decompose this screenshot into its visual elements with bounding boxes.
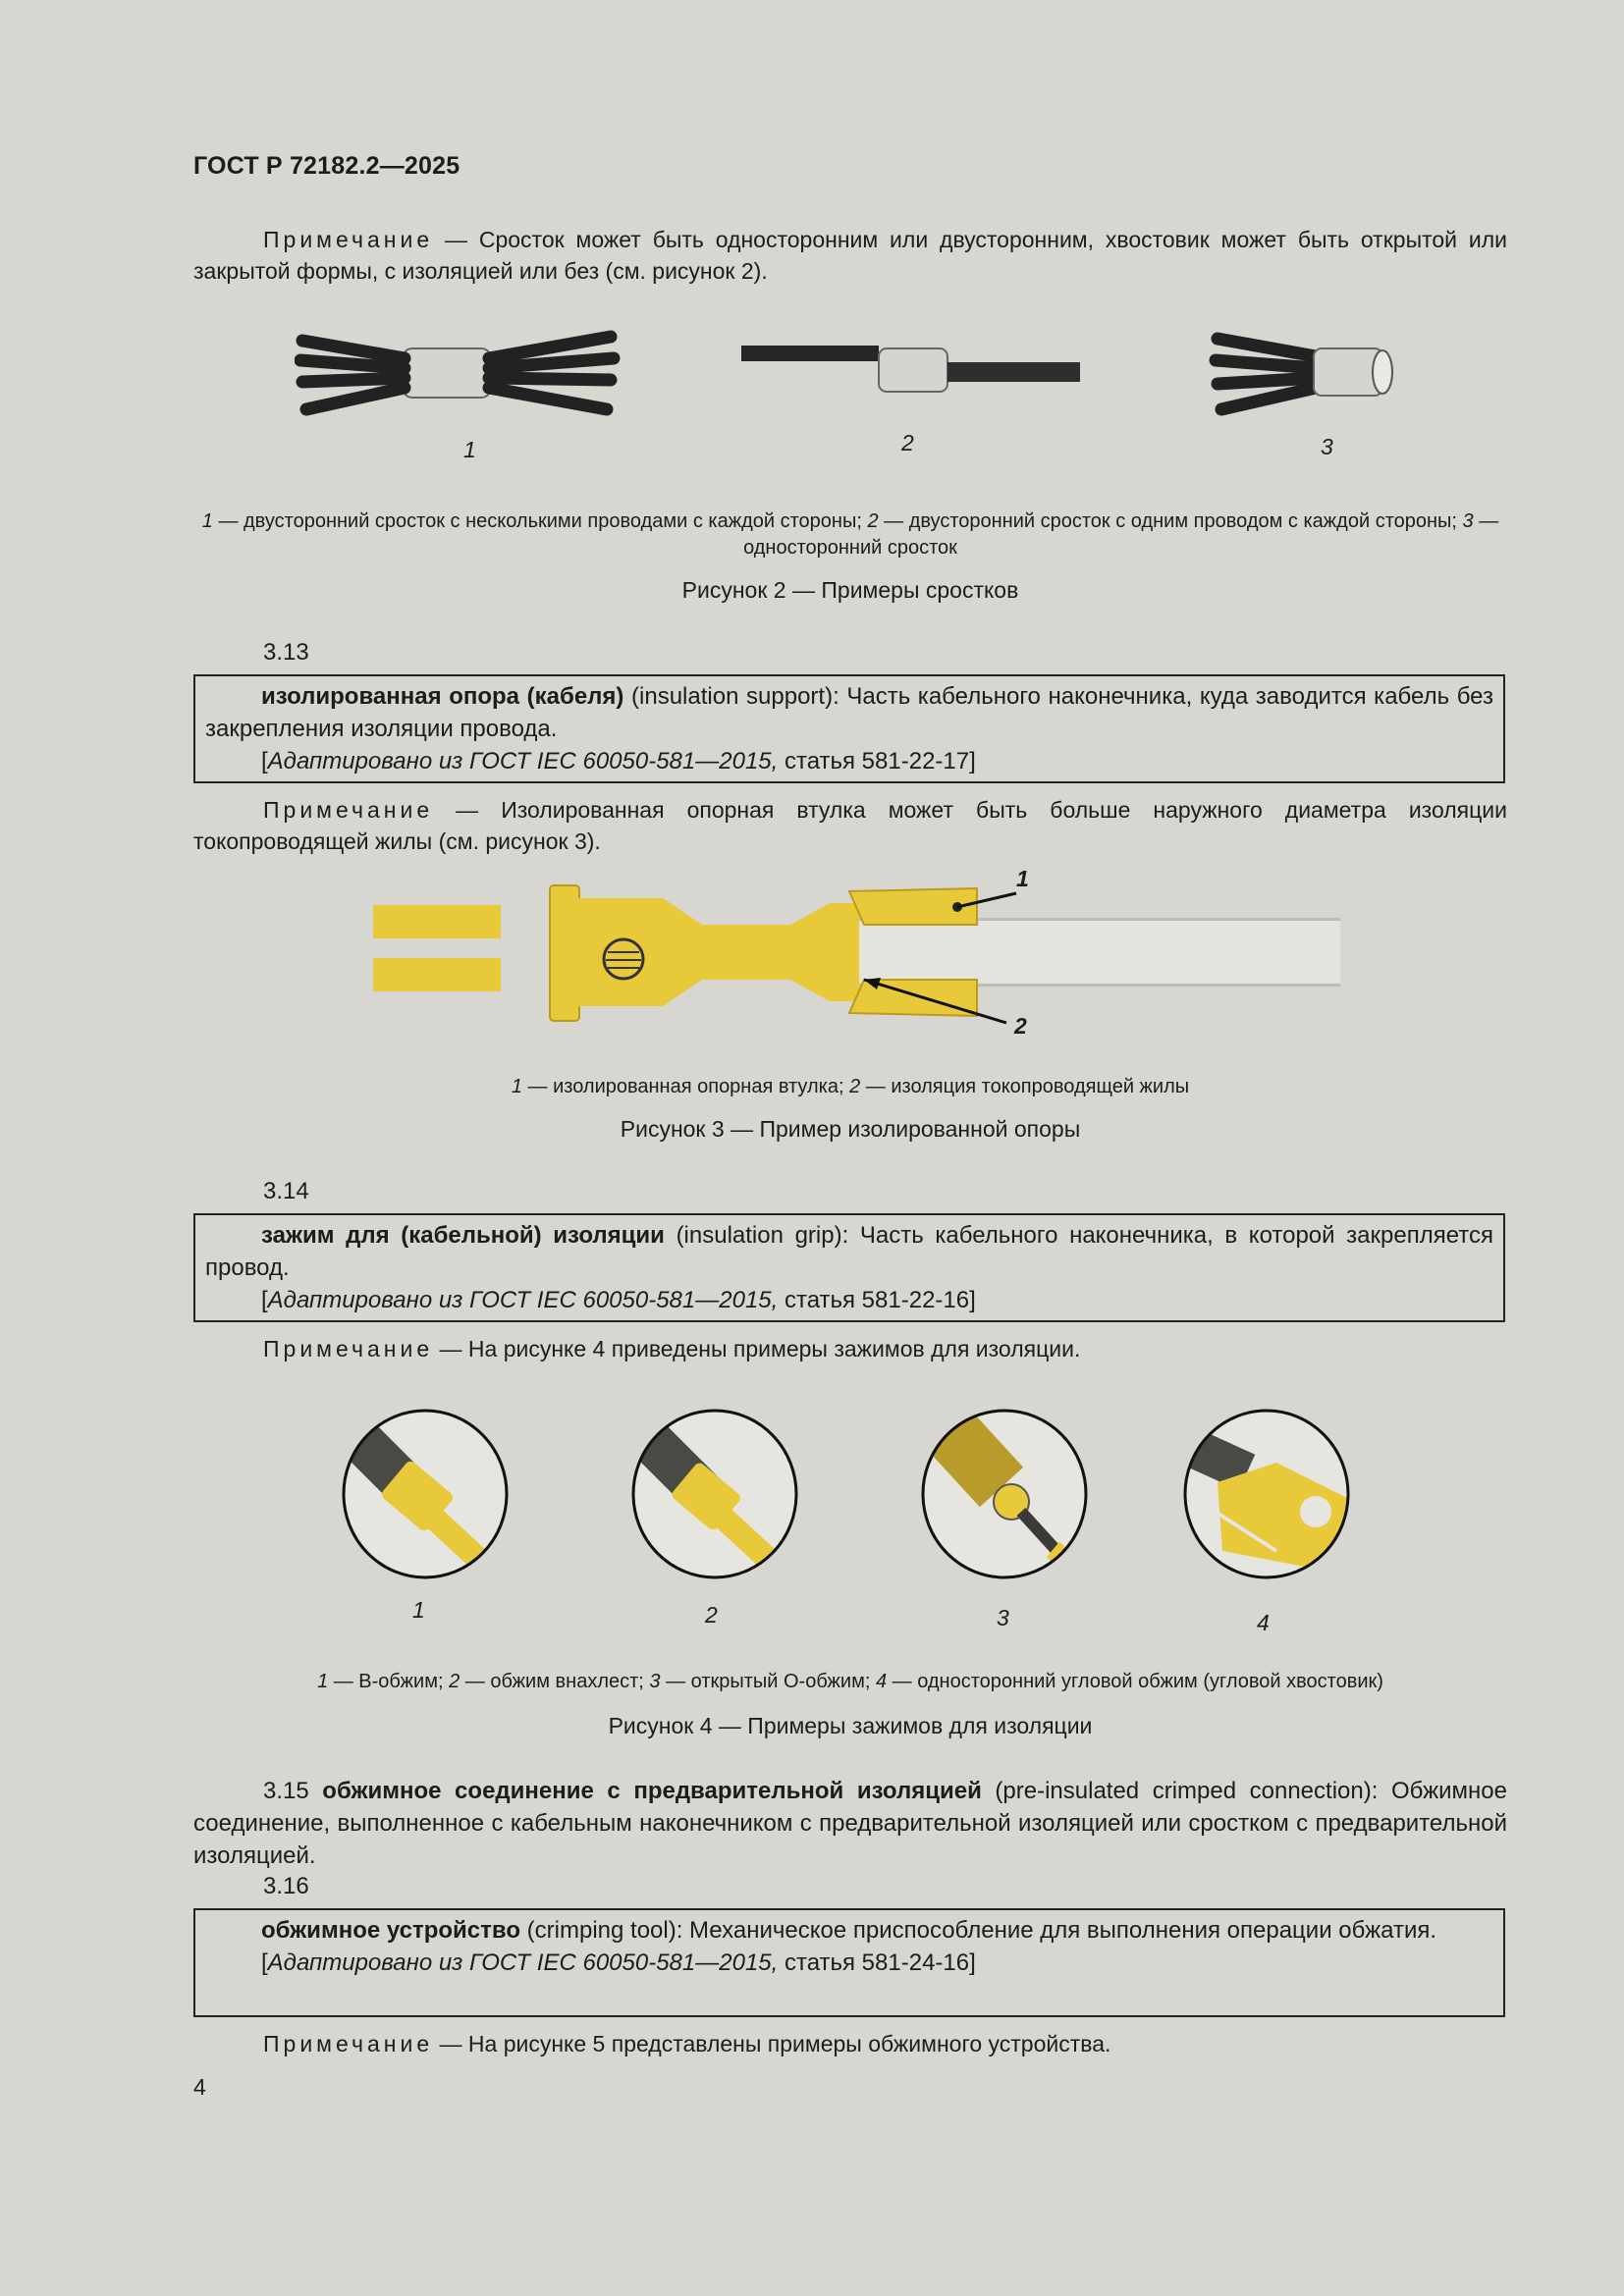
term-315: обжимное соединение с предварительной изоляцией: [322, 1778, 982, 1804]
term-314: зажим для (кабельной) изоляции: [261, 1222, 665, 1249]
legend-text: — односторонний угловой обжим (угловой хвостовик): [887, 1671, 1383, 1692]
term-number-314: 3.14: [263, 1178, 309, 1204]
term-number-313: 3.13: [263, 639, 309, 666]
source-bracket: [: [261, 1949, 268, 1976]
splice-double-multi: [300, 337, 614, 409]
note-4: [193, 2028, 1507, 2059]
term-number-316: 3.16: [263, 1873, 309, 1899]
grip-open-o-crimp: [913, 1404, 1110, 1585]
fig3-callout-1: 1: [1016, 866, 1029, 891]
legend-num: 4: [875, 1671, 888, 1692]
figure-2-image: [295, 319, 1404, 456]
note-3-text: — На рисунке 4 приведены примеры зажимов для изоляции.: [439, 1336, 1081, 1362]
fig4-label-1: 1: [412, 1597, 425, 1623]
splice-single: [1216, 339, 1392, 409]
figure-3-legend: [193, 1074, 1507, 1100]
note-2: [193, 794, 1507, 857]
splice-double-single: [741, 346, 1080, 392]
source-rest: статья 581-24-16]: [778, 1949, 976, 1976]
note-3: [193, 1333, 1507, 1364]
source-italic: Адаптировано из ГОСТ IEC 60050-581—2015,: [267, 1949, 779, 1976]
figure-4-image: [334, 1404, 1365, 1585]
legend-num: 2: [449, 1671, 460, 1692]
term-314-definition: [205, 1219, 1493, 1284]
figure-2-legend: [193, 508, 1507, 561]
note-1: [193, 224, 1507, 287]
term-box-316: [193, 1908, 1505, 2017]
term-313-text: (insulation support): Часть кабельного наконечника, куда заводится кабель без закрепления изоляции провода.: [205, 683, 1494, 742]
term-315-text: (pre-insulated crimped connection): Обжимное соединение, выполненное с кабельным наконечником с предварительной изоляцией или сростком с предварительной изоляцией.: [193, 1778, 1508, 1869]
term-313-definition: [205, 680, 1493, 745]
figure-3-caption: Рисунок 3 — Пример изолированной опоры: [620, 1116, 1081, 1142]
legend-text: — изоляция токопроводящей жилы: [860, 1076, 1190, 1097]
legend-num: 2: [849, 1076, 861, 1097]
fig2-label-3: 3: [1321, 434, 1333, 459]
figure-3-image: [368, 864, 1350, 1041]
grip-b-crimp: [334, 1404, 530, 1585]
figure-4-caption: Рисунок 4 — Примеры зажимов для изоляции: [608, 1713, 1093, 1738]
source-italic: Адаптировано из ГОСТ IEC 60050-581—2015,: [267, 1287, 779, 1313]
source-italic: Адаптировано из ГОСТ IEC 60050-581—2015,: [267, 748, 779, 774]
note-1-text: — Сросток может быть односторонним или двусторонним, хвостовик может быть открытой или закрытой формы, с изоляцией или без (см. рисунок 2).: [193, 227, 1507, 284]
legend-text: — В-обжим;: [328, 1671, 450, 1692]
note-label: Примечание: [263, 2031, 434, 2056]
note-2-text: — Изолированная опорная втулка может быть больше наружного диаметра изоляции токопроводящей жилы (см. рисунок 3).: [193, 797, 1507, 854]
legend-text: — обжим внахлест;: [460, 1671, 650, 1692]
note-4-text: — На рисунке 5 представлены примеры обжимного устройства.: [439, 2031, 1111, 2056]
note-label: Примечание: [263, 227, 434, 252]
term-315-paragraph: [193, 1775, 1507, 1872]
term-314-source: [205, 1284, 1493, 1316]
term-316-text: (crimping tool): Механическое приспособление для выполнения операции обжатия.: [520, 1917, 1437, 1944]
term-313-source: [205, 745, 1493, 777]
legend-text: — двусторонний сросток с одним проводом с каждой стороны;: [878, 510, 1463, 532]
fig4-label-3: 3: [997, 1605, 1009, 1630]
grip-angular-crimp: [1178, 1404, 1365, 1585]
page-number: 4: [193, 2074, 206, 2100]
legend-num: 1: [201, 510, 213, 532]
term-box-314: [193, 1213, 1505, 1322]
figure-2-caption: Рисунок 2 — Примеры сростков: [681, 577, 1019, 603]
fig3-callout-2: 2: [1014, 1013, 1027, 1039]
source-bracket: [: [261, 748, 268, 774]
term-316-source: [205, 1947, 1493, 1979]
note-label: Примечание: [263, 1336, 434, 1362]
source-bracket: [: [261, 1287, 268, 1313]
legend-text: — двусторонний сросток с несколькими проводами с каждой стороны;: [212, 510, 868, 532]
term-number-315: 3.15: [263, 1778, 309, 1804]
legend-num: 1: [317, 1671, 329, 1692]
fig4-label-2: 2: [705, 1602, 718, 1628]
legend-num: 3: [649, 1671, 661, 1692]
source-rest: статья 581-22-17]: [778, 748, 976, 774]
legend-text: — изолированная опорная втулка;: [521, 1076, 850, 1097]
term-316-definition: [205, 1914, 1493, 1947]
fig4-label-4: 4: [1257, 1610, 1270, 1635]
legend-num: 3: [1462, 510, 1474, 532]
term-314-text: (insulation grip): Часть кабельного наконечника, в которой закрепляется провод.: [205, 1222, 1493, 1281]
document-header: ГОСТ Р 72182.2—2025: [193, 152, 460, 180]
fig2-label-2: 2: [901, 430, 914, 455]
figure-4-legend: [193, 1669, 1507, 1695]
term-313: изолированная опора (кабеля): [261, 683, 624, 710]
legend-text: — односторонний сросток: [743, 510, 1499, 559]
term-316: обжимное устройство: [261, 1917, 520, 1944]
legend-num: 1: [511, 1076, 522, 1097]
term-box-313: [193, 674, 1505, 783]
legend-num: 2: [867, 510, 879, 532]
legend-text: — открытый О-обжим;: [660, 1671, 876, 1692]
note-label: Примечание: [263, 797, 434, 823]
fig2-label-1: 1: [463, 437, 476, 462]
source-rest: статья 581-22-16]: [778, 1287, 976, 1313]
